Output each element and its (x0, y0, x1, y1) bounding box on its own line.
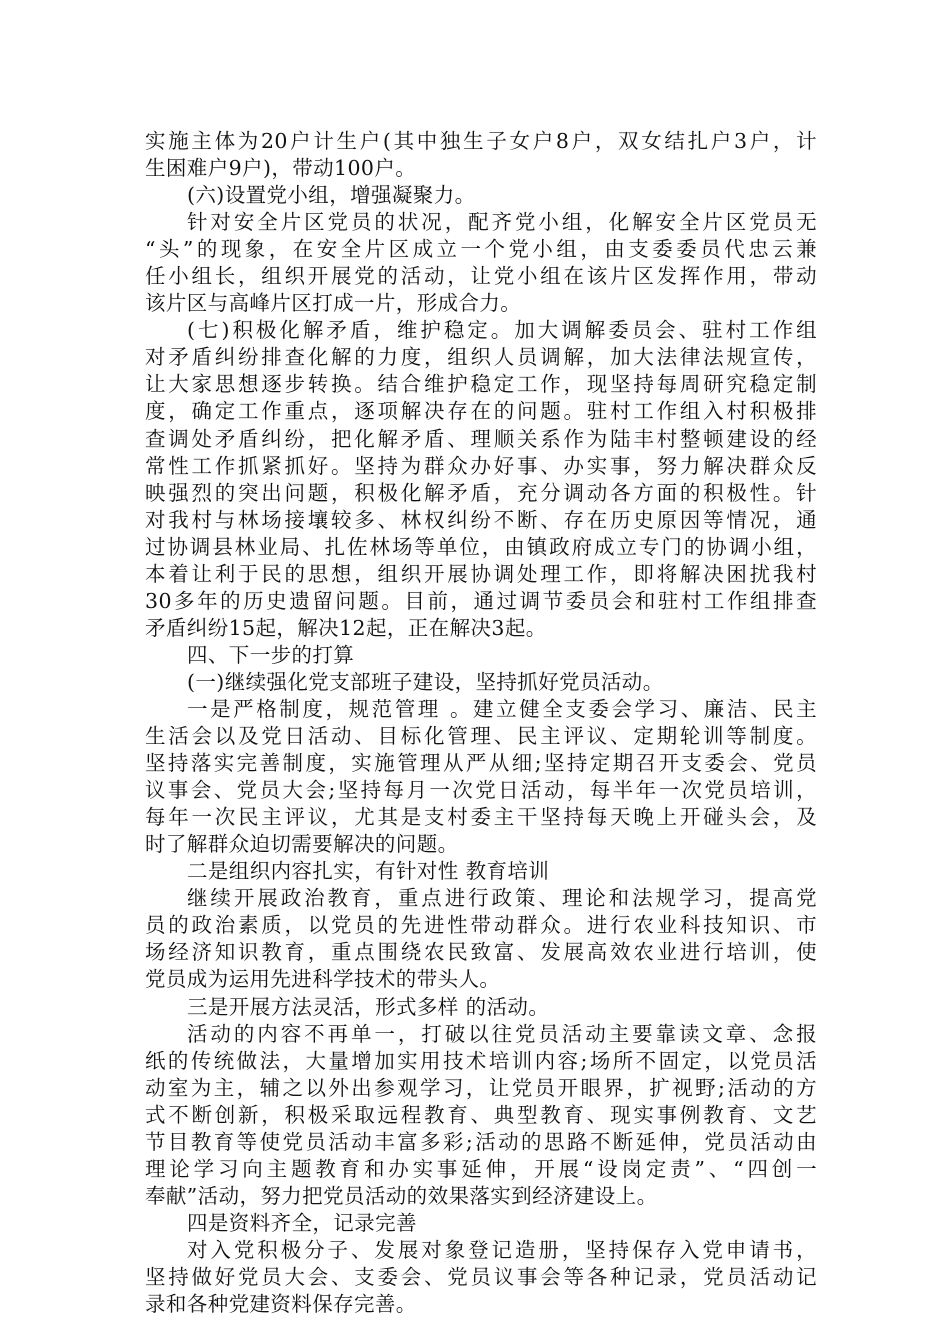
text-line: 动室为主，辅之以外出参观学习，让党员开眼界，扩视野;活动的方 (145, 1075, 817, 1100)
text-line: (六)设置党小组，增强凝聚力。 (187, 183, 476, 208)
text-line: 查调处矛盾纠纷，把化解矛盾、理顺关系作为陆丰村整顿建设的经 (145, 426, 817, 451)
text-line: 过协调县林业局、扎佐林场等单位，由镇政府成立专门的协调小组， (145, 534, 817, 559)
text-line: 让大家思想逐步转换。结合维护稳定工作，现坚持每周研究稳定制 (145, 372, 817, 397)
text-line: 四是资料齐全，记录完善 (187, 1210, 417, 1235)
text-line: 四、下一步的打算 (187, 642, 355, 667)
text-line: 生困难户9户)，带动100户。 (145, 156, 417, 181)
text-line: 一是严格制度，规范管理 。建立健全支委会学习、廉洁、民主 (187, 696, 817, 721)
text-line: 30多年的历史遗留问题。目前，通过调节委员会和驻村工作组排查 (145, 588, 817, 613)
text-line: 度，确定工作重点，逐项解决存在的问题。驻村工作组入村积极排 (145, 399, 817, 424)
text-line: 员的政治素质，以党员的先进性带动群众。进行农业科技知识、市 (145, 913, 817, 938)
text-line: 录和各种党建资料保存完善。 (145, 1292, 417, 1317)
text-line: 针对安全片区党员的状况，配齐党小组，化解安全片区党员无 (187, 210, 817, 235)
text-line: 式不断创新，积极采取远程教育、典型教育、现实事例教育、文艺 (145, 1102, 817, 1127)
text-line: 坚持落实完善制度，实施管理从严从细;坚持定期召开支委会、党员 (145, 751, 817, 776)
text-line: 矛盾纠纷15起，解决12起，正在解决3起。 (145, 615, 547, 640)
text-line: 时了解群众迫切需要解决的问题。 (145, 832, 459, 857)
text-line: 对入党积极分子、发展对象登记造册，坚持保存入党申请书， (187, 1237, 817, 1262)
text-line: 坚持做好党员大会、支委会、党员议事会等各种记录，党员活动记 (145, 1264, 817, 1289)
text-line: 生活会以及党日活动、目标化管理、民主评议、定期轮训等制度。 (145, 724, 817, 749)
text-line: 二是组织内容扎实，有针对性 教育培训 (187, 859, 550, 884)
text-line: 奉献”活动，努力把党员活动的效果落实到经济建设上。 (145, 1183, 658, 1208)
text-line: 实施主体为20户计生户(其中独生子女户8户，双女结扎户3户，计 (145, 129, 817, 153)
text-line: 节目教育等使党员活动丰富多彩;活动的思路不断延伸，党员活动由 (145, 1129, 817, 1154)
text-line: 纸的传统做法，大量增加实用技术培训内容;场所不固定，以党员活 (145, 1048, 817, 1073)
text-line: 活动的内容不再单一，打破以往党员活动主要靠读文章、念报 (187, 1021, 817, 1046)
text-line: (一)继续强化党支部班子建设，坚持抓好党员活动。 (187, 669, 664, 694)
document-body (145, 128, 817, 1318)
text-line: 每年一次民主评议，尤其是支村委主干坚持每天晚上开碰头会，及 (145, 805, 817, 830)
text-line: 该片区与高峰片区打成一片，形成合力。 (145, 291, 522, 316)
text-line: 本着让利于民的思想，组织开展协调处理工作，即将解决困扰我村 (145, 561, 817, 586)
text-line: 议事会、党员大会;坚持每月一次党日活动，每半年一次党员培训， (145, 778, 817, 803)
text-line: 映强烈的突出问题，积极化解矛盾，充分调动各方面的积极性。针 (145, 480, 817, 505)
text-line: 党员成为运用先进科学技术的带头人。 (145, 967, 501, 992)
text-line: 继续开展政治教育，重点进行政策、理论和法规学习，提高党 (187, 886, 817, 911)
text-line: 任小组长，组织开展党的活动，让党小组在该片区发挥作用，带动 (145, 264, 817, 289)
text-line: 常性工作抓紧抓好。坚持为群众办好事、办实事，努力解决群众反 (145, 453, 817, 478)
text-line: (七)积极化解矛盾，维护稳定。加大调解委员会、驻村工作组 (187, 318, 817, 343)
text-line: “头”的现象，在安全片区成立一个党小组，由支委委员代忠云兼 (145, 237, 817, 262)
text-line: 理论学习向主题教育和办实事延伸，开展“设岗定责”、“四创一 (145, 1156, 817, 1181)
text-line: 对矛盾纠纷排查化解的力度，组织人员调解，加大法律法规宣传， (145, 345, 817, 370)
text-line: 场经济知识教育，重点围绕农民致富、发展高效农业进行培训，使 (145, 940, 817, 965)
text-line: 对我村与林场接壤较多、林权纠纷不断、存在历史原因等情况，通 (145, 507, 817, 532)
text-line: 三是开展方法灵活，形式多样 的活动。 (187, 994, 550, 1019)
